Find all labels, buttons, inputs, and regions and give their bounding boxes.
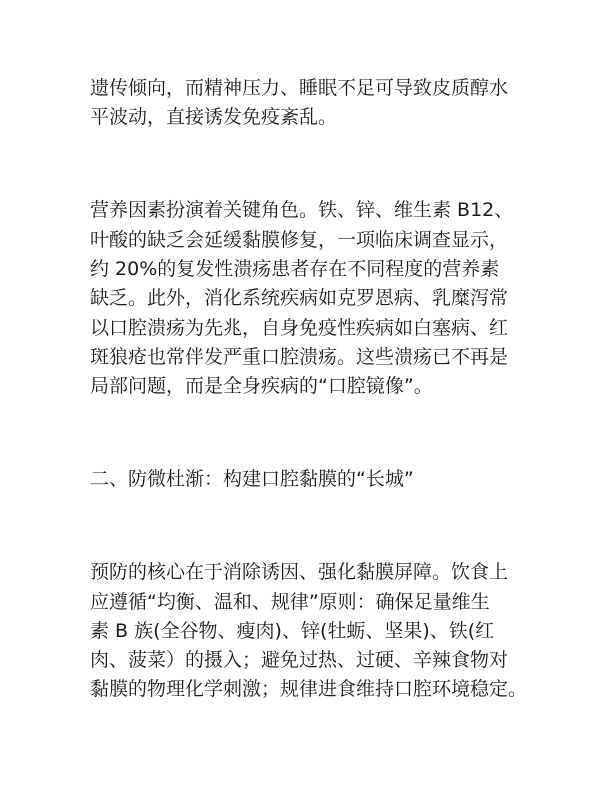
paragraph-2-line-4: 缺乏。此外，消化系统疾病如克罗恩病、乳糜泻常 xyxy=(90,287,509,309)
paragraph-3-line-2: 应遵循“均衡、温和、规律”原则：确保足量维生 xyxy=(90,591,490,613)
paragraph-3-line-5: 黏膜的物理化学刺激；规律进食维持口腔环境稳定。 xyxy=(90,678,528,700)
paragraph-2-line-7: 局部问题，而是全身疾病的“口腔镜像”。 xyxy=(90,375,433,397)
section-heading: 二、防微杜渐：构建口腔黏膜的“长城” xyxy=(90,468,414,490)
paragraph-2-line-5: 以口腔溃疡为先兆，自身免疫性疾病如白塞病、红 xyxy=(90,317,509,339)
paragraph-3-line-1: 预防的核心在于消除诱因、强化黏膜屏障。饮食上 xyxy=(90,561,509,583)
paragraph-3-line-4: 肉、菠菜）的摄入；避免过热、过硬、辛辣食物对 xyxy=(90,649,509,671)
paragraph-2-line-1: 营养因素扮演着关键角色。铁、锌、维生素 B12、 xyxy=(90,199,514,221)
paragraph-1-line-2: 平波动，直接诱发免疫紊乱。 xyxy=(90,106,338,128)
paragraph-3-line-3: 素 B 族(全谷物、瘦肉)、锌(牡蛎、坚果)、铁(红 xyxy=(90,620,495,642)
paragraph-2-line-6: 斑狼疮也常伴发严重口腔溃疡。这些溃疡已不再是 xyxy=(90,346,509,368)
paragraph-1-line-1: 遗传倾向，而精神压力、睡眠不足可导致皮质醇水 xyxy=(90,77,509,99)
paragraph-2-line-2: 叶酸的缺乏会延缓黏膜修复，一项临床调查显示， xyxy=(90,229,509,251)
paragraph-2-line-3: 约 20%的复发性溃疡患者存在不同程度的营养素 xyxy=(90,258,500,280)
